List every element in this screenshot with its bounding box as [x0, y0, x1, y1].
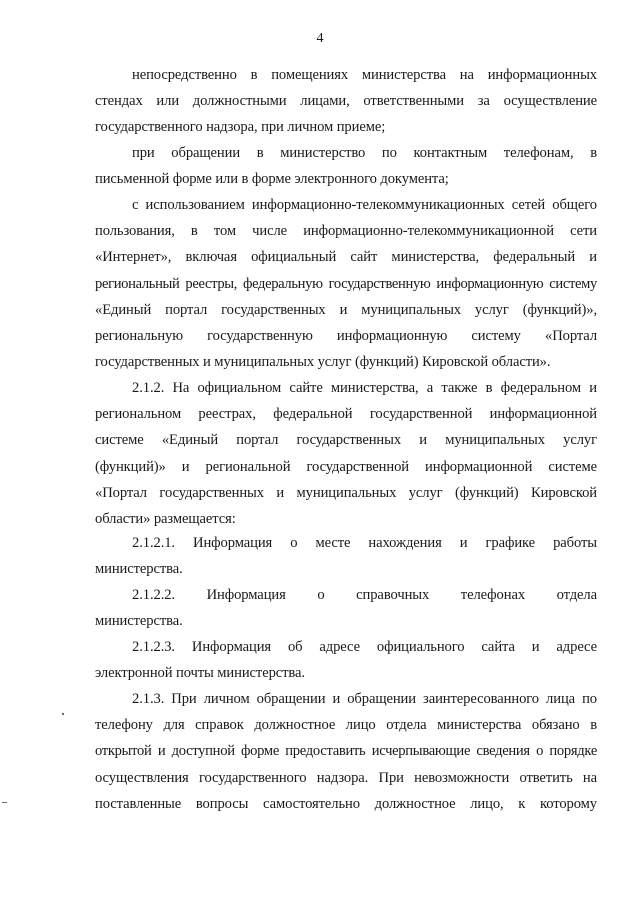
text-line: (функций)» и региональной государственной информационной системе: [95, 458, 597, 475]
text-line: «Портал государственных и муниципальных услуг (функций) Кировской: [95, 484, 597, 501]
text-line: 2.1.2. На официальном сайте министерства, а также в федеральном и: [132, 380, 597, 396]
text-line: телефону для справок должностное лицо отдела министерства обязано в: [95, 717, 597, 734]
text-line: пользования, в том числе информационно-телекоммуникационной сети: [95, 223, 597, 240]
text-line: письменной форме или в форме электронного документа;: [95, 171, 449, 188]
text-line: стендах или должностными лицами, ответственными за осуществление: [95, 93, 597, 110]
text-line: «Интернет», включая официальный сайт министерства, федеральный и: [95, 249, 597, 266]
text-line: государственных и муниципальных услуг (функций) Кировской области».: [95, 354, 551, 371]
text-line: региональную государственную информационную систему «Портал: [95, 328, 597, 345]
text-line: 2.1.2.1. Информация о месте нахождения и графике работы: [132, 535, 597, 551]
paragraph-6: [95, 582, 597, 634]
text-line: поставленные вопросы самостоятельно должностное лицо, к которому: [95, 795, 597, 812]
text-line: открытой и доступной форме предоставить исчерпывающие сведения о порядке: [95, 743, 597, 760]
text-line: при обращении в министерство по контактным телефонам, в: [132, 145, 597, 161]
text-line: 2.1.2.3. Информация об адресе официального сайта и адресе: [132, 639, 597, 655]
paragraph-8: [95, 686, 597, 817]
paragraph-4: [95, 375, 597, 532]
page-number: 4: [316, 31, 324, 46]
paragraph-2: [95, 140, 597, 192]
paragraph-3: [95, 192, 597, 375]
text-line: 2.1.3. При личном обращении и обращении заинтересованного лица по: [132, 691, 597, 707]
text-line: 2.1.2.2. Информация о справочных телефонах отдела: [132, 587, 597, 603]
scan-mark: [2, 802, 7, 803]
text-line: электронной почты министерства.: [95, 665, 305, 682]
paragraph-1: [95, 62, 597, 141]
text-line: региональном реестрах, федеральной государственной информационной: [95, 406, 597, 423]
text-line: области» размещается:: [95, 511, 236, 528]
text-line: «Единый портал государственных и муниципальных услуг (функций)»,: [95, 301, 597, 318]
text-line: региональный реестры, федеральную государственную информационную систему: [95, 275, 597, 292]
text-line: непосредственно в помещениях министерства на информационных: [132, 67, 597, 83]
paragraph-7: [95, 634, 597, 686]
text-line: министерства.: [95, 561, 183, 578]
text-line: системе «Единый портал государственных и муниципальных услуг: [95, 432, 597, 449]
scan-mark: [62, 713, 64, 715]
paragraph-5: [95, 530, 597, 582]
text-line: государственного надзора, при личном приеме;: [95, 119, 386, 136]
text-line: осуществления государственного надзора. При невозможности ответить на: [95, 769, 597, 786]
text-line: министерства.: [95, 613, 183, 630]
text-line: с использованием информационно-телекоммуникационных сетей общего: [132, 197, 597, 213]
